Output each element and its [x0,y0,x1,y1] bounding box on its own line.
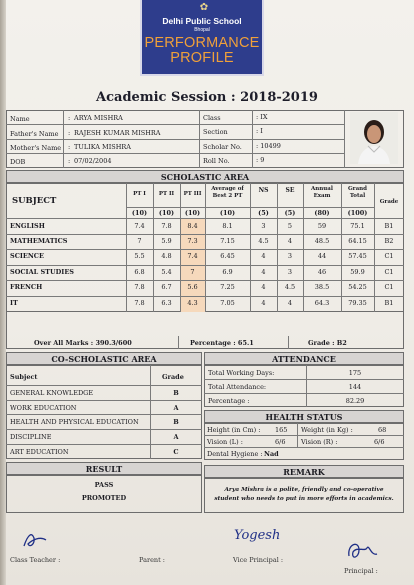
total-attendance-label: Total Attendance: [208,383,267,391]
scholastic-cell-annual: 46 [317,268,327,276]
scholastic-cell-grand: 54.25 [348,283,367,291]
co-subject-header: Subject [10,373,38,381]
co-grade: B [173,389,179,397]
col-ns: NS [258,187,269,194]
principal-signature [345,538,379,568]
vision-right-label: Vision (R) : [301,438,338,446]
co-scholastic-title: CO-SCHOLASTIC AREA [6,352,202,365]
scholastic-cell-se: 3 [287,268,293,276]
col-grade: Grade [379,199,399,205]
col-pt3: PT III [183,191,202,197]
attendance-percentage-value: 82.29 [345,397,365,405]
school-city: Bhopal [194,27,210,33]
col-pt2: PT II [158,191,175,197]
school-crest-icon: ✿ [199,2,209,13]
scholastic-cell-pt3: 7.4 [187,252,198,260]
scholastic-cell-grand: 57.45 [348,252,367,260]
height-value: 165 [275,426,288,434]
scholastic-cell-ns: 4 [261,299,266,307]
mother-label: Mother's Name [10,144,62,152]
scholastic-cell-grade: B1 [384,222,394,230]
scholastic-cell-grade: C1 [384,268,394,276]
scholastic-title: SCHOLASTIC AREA [6,170,404,183]
class-value: : IX [256,113,268,121]
vice-principal-label: Vice Principal : [233,556,284,564]
principal-label: Principal : [344,567,378,575]
scholastic-cell-grade: C1 [384,283,394,291]
scholastic-cell-se: 4 [287,237,293,245]
co-grade-header: Grade [162,373,184,381]
col-subject: SUBJECT [12,196,57,206]
scholastic-cell-ns: 4 [261,268,266,276]
health-title: HEALTH STATUS [204,410,404,423]
co-subject: HEALTH AND PHYSICAL EDUCATION [10,418,139,426]
scholastic-gap [6,312,404,336]
section-value: : I [256,127,263,135]
scholastic-cell-annual: 64.3 [314,299,330,307]
scholastic-cell-subject: SOCIAL STUDIES [10,268,74,276]
scholastic-cell-pt3: 8.4 [187,222,198,230]
scholastic-cell-grand: 75.1 [350,222,365,230]
scholastic-cell-pt2: 7.8 [161,222,172,230]
working-days-value: 175 [348,369,362,377]
scholastic-cell-pt1: 7.8 [134,299,145,307]
weight-label: Weight (in Kg) : [301,426,353,434]
co-grade: C [173,448,179,456]
scholastic-cell-ns: 4 [261,283,266,291]
class-teacher-signature [22,530,48,556]
school-name: Delhi Public School [162,16,242,26]
roll-label: Roll No. [203,157,230,165]
section-label: Section [203,128,228,136]
scholastic-cell-avg: 8.1 [222,222,233,230]
scholastic-cell-pt1: 6.8 [134,268,145,276]
remark-text-1: Arya Mishra is a polite, friendly and co-operative [224,487,384,493]
col-annual: Annual Exam [311,186,333,199]
dental-label: Dental Hygiene : [207,450,263,458]
roll-value: : 9 [256,156,265,164]
working-days-label: Total Working Days: [208,369,275,377]
scholastic-cell-annual: 44 [317,252,327,260]
vision-left-value: 6/6 [275,438,286,446]
co-grade: A [173,404,179,412]
scholar-label: Scholar No. [203,143,242,151]
co-subject: DISCIPLINE [10,433,52,441]
father-name: RAJESH KUMAR MISHRA [74,129,161,137]
dob-label: DOB [10,158,26,166]
weight-value: 68 [378,426,387,434]
remark-text-2: student who needs to put in more efforts in academics. [214,496,394,502]
class-teacher-label: Class Teacher : [10,556,61,564]
co-subject: GENERAL KNOWLEDGE [10,389,94,397]
scholastic-cell-annual: 48.5 [314,237,330,245]
col-pt1: PT I [133,191,146,197]
scholastic-cell-grand: 64.15 [348,237,367,245]
scholastic-cell-avg: 7.15 [220,237,235,245]
total-attendance-value: 144 [348,383,362,391]
scholastic-cell-subject: ENGLISH [10,222,45,230]
scholastic-cell-grade: B2 [384,237,394,245]
col-avg: Average of Best 2 PT [211,186,244,199]
scholastic-cell-grade: B1 [384,299,394,307]
name-label: Name [10,115,30,123]
scholar-value: : 10499 [256,142,281,150]
scholastic-cell-avg: 7.05 [220,299,235,307]
scholastic-cell-se: 4 [287,299,293,307]
scholastic-cell-pt2: 6.7 [161,283,172,291]
overall-value: 390.3/600 [95,339,132,347]
scholastic-cell-avg: 7.25 [220,283,235,291]
max-grand: (100) [347,209,368,217]
scholastic-cell-se: 5 [287,222,293,230]
vision-left-label: Vision (L) : [207,438,243,446]
scholastic-cell-se: 3 [287,252,293,260]
student-photo [350,112,398,164]
grade-value: B2 [336,339,347,347]
scholastic-cell-pt2: 6.3 [161,299,172,307]
max-annual: (80) [314,209,330,217]
vice-principal-signature: Yogesh [234,528,281,543]
result-title: RESULT [6,462,202,475]
profile-title-line1: PERFORMANCE [144,35,260,51]
co-subject: ART EDUCATION [10,448,69,456]
profile-title [142,36,262,66]
scholastic-cell-se: 4.5 [284,283,296,291]
scholastic-cell-annual: 59 [317,222,327,230]
school-badge [140,0,264,76]
col-grand: Grand Total [347,186,367,199]
max-pt3: (10) [184,209,201,217]
co-grade: A [173,433,179,441]
student-name: ARYA MISHRA [74,114,123,122]
scholastic-cell-ns: 4.5 [258,237,269,245]
scholastic-cell-pt3: 7 [190,268,195,276]
scholastic-cell-pt3: 4.3 [187,299,198,307]
max-avg: (10) [219,209,236,217]
scholastic-cell-pt2: 5.9 [161,237,172,245]
profile-title-line2: PROFILE [170,50,234,66]
scholastic-cell-avg: 6.45 [220,252,235,260]
attendance-percentage-label: Percentage : [208,397,250,405]
scholastic-cell-subject: FRENCH [10,283,43,291]
scholastic-cell-subject: MATHEMATICS [10,237,68,245]
percentage-label: Percentage : 65.1 [190,339,254,347]
grade-label: Grade : B2 [308,339,347,347]
percentage-value: 65.1 [237,339,254,347]
vision-right-value: 6/6 [374,438,385,446]
scholastic-cell-pt3: 5.6 [187,283,198,291]
scholastic-cell-ns: 4 [261,252,266,260]
dob-value: 07/02/2004 [74,157,112,165]
max-pt2: (10) [158,209,175,217]
co-subject: WORK EDUCATION [10,404,77,412]
father-label: Father's Name [10,130,59,138]
result-pass: PASS [94,481,114,489]
co-grade: B [173,418,179,426]
colon: : [68,114,71,122]
scholastic-cell-grand: 79.35 [348,299,367,307]
mother-name: TULIKA MISHRA [74,143,131,151]
parent-label: Parent : [139,556,165,564]
scholastic-cell-ns: 3 [261,222,266,230]
scholastic-cell-pt1: 7.4 [134,222,145,230]
height-label: Height (in Cm) : [207,426,261,434]
scholastic-cell-grade: C1 [384,252,394,260]
scholastic-cell-subject: SCIENCE [10,252,44,260]
overall-label: Over All Marks : 390.3/600 [34,339,132,347]
scholastic-cell-avg: 6.9 [222,268,233,276]
result-promoted: PROMOTED [81,494,127,502]
attendance-title: ATTENDANCE [204,352,404,365]
scholastic-cell-pt2: 4.8 [161,252,172,260]
scholastic-cell-subject: IT [10,299,18,307]
scholastic-cell-pt1: 7 [137,237,142,245]
class-label: Class [203,114,221,122]
remark-title: REMARK [204,465,404,478]
scholastic-cell-pt3: 7.3 [187,237,198,245]
scholastic-cell-pt2: 5.4 [161,268,172,276]
scholastic-cell-annual: 38.5 [314,283,330,291]
col-se: SE [285,187,295,194]
max-se: (5) [284,209,296,217]
max-ns: (5) [258,209,269,217]
scholastic-cell-pt1: 7.8 [134,283,145,291]
max-pt1: (10) [131,209,148,217]
scholastic-cell-grand: 59.9 [350,268,365,276]
academic-session: Academic Session : 2018-2019 [96,90,318,105]
scholastic-cell-pt1: 5.5 [134,252,145,260]
dental-value: Nad [264,450,279,458]
